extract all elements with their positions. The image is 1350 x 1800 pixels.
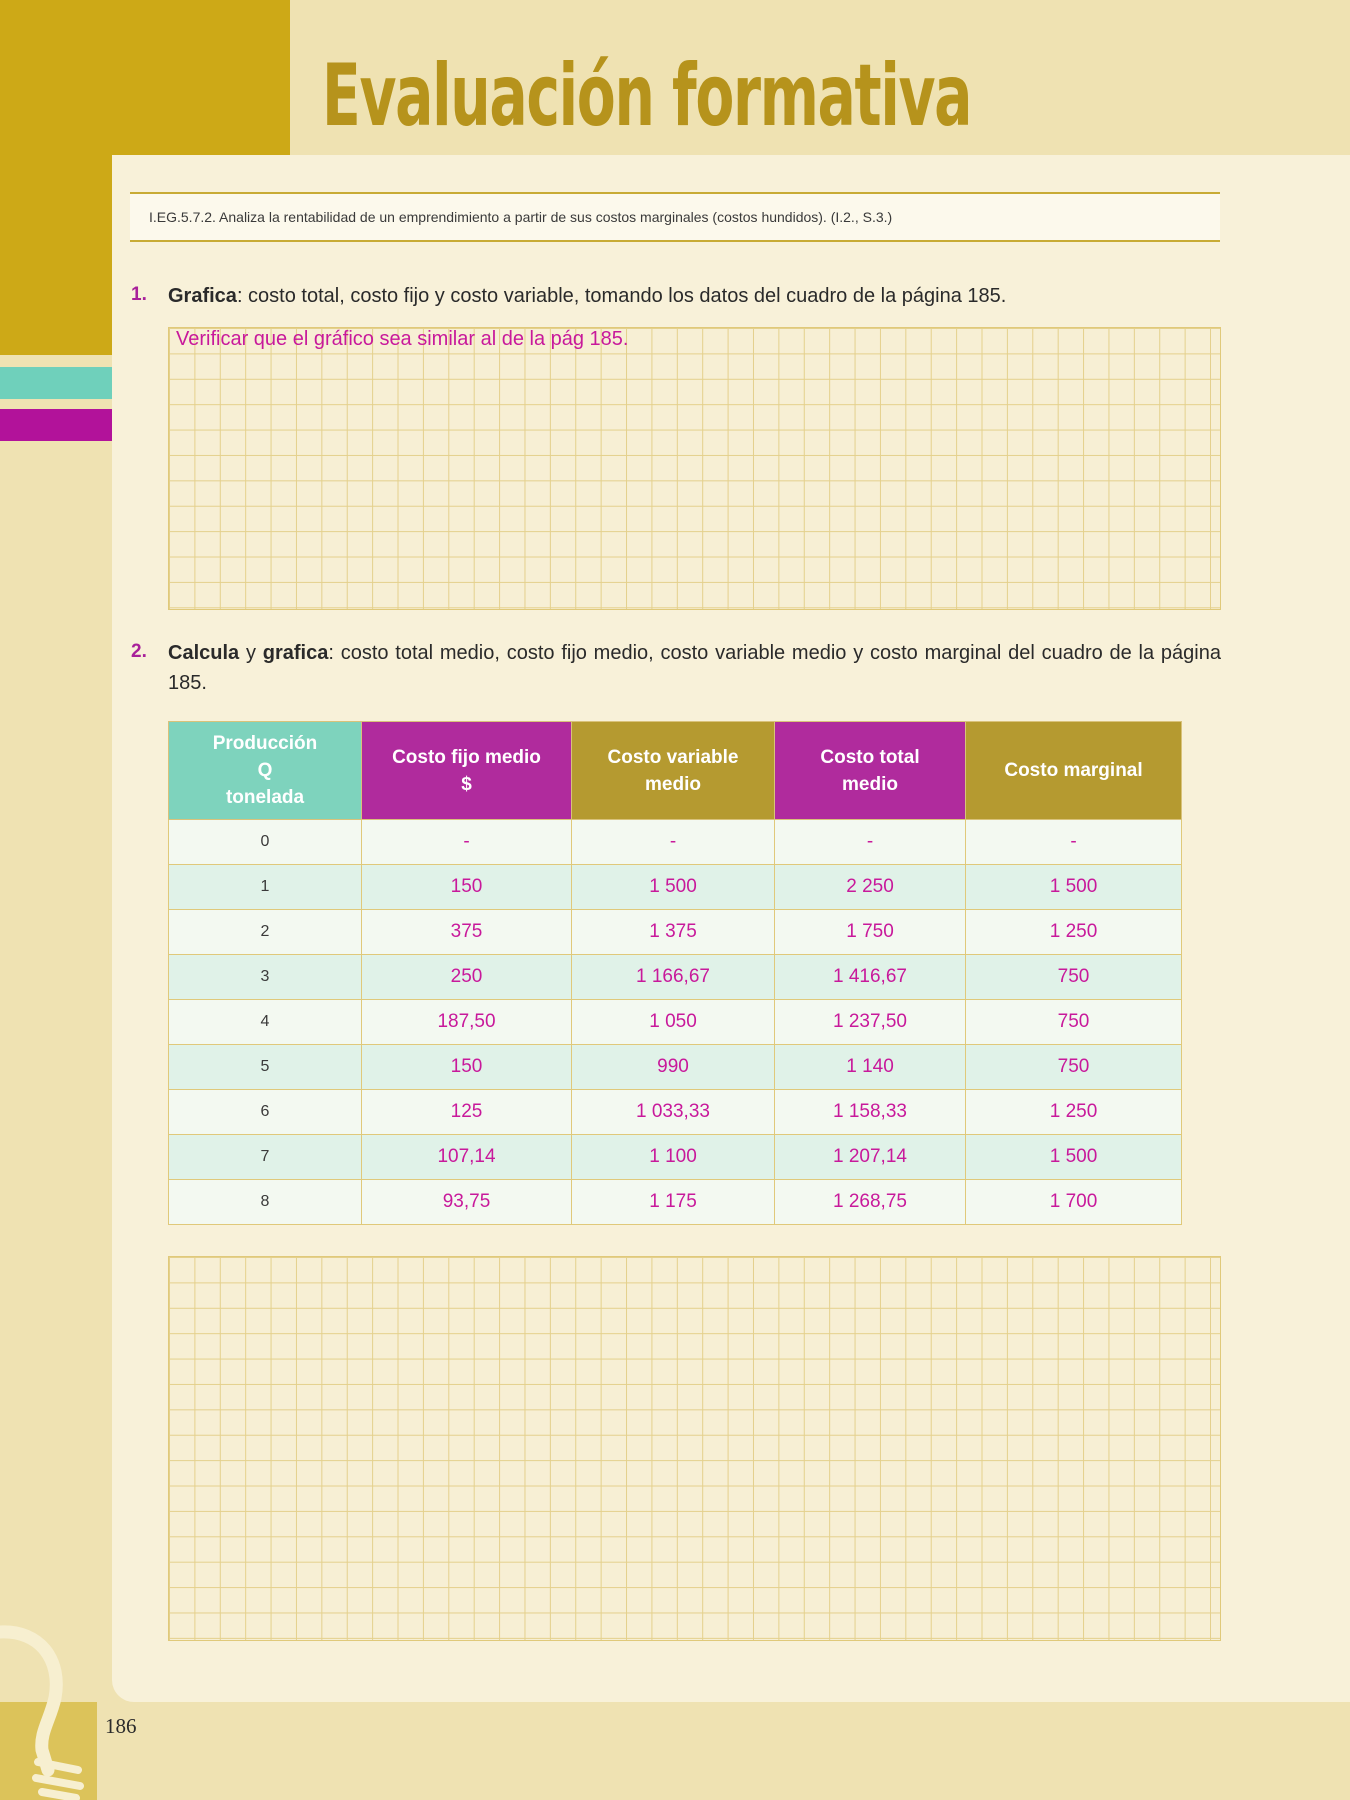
table-cell: 187,50 <box>362 1000 572 1045</box>
table-cell: 1 <box>169 865 362 910</box>
header-costo-marginal: Costo marginal <box>966 722 1182 820</box>
question-1-keyword: Grafica <box>168 285 237 307</box>
table-row <box>169 820 1182 865</box>
table-cell: 1 140 <box>775 1045 966 1090</box>
page-number: 186 <box>105 1714 137 1738</box>
question-1-body: : costo total, costo fijo y costo variable, tomando los datos del cuadro de la página 185. <box>236 285 1007 307</box>
table-cell: 1 416,67 <box>775 955 966 1000</box>
table-row <box>169 910 1182 955</box>
table-cell: 990 <box>572 1045 775 1090</box>
table-row <box>169 1045 1182 1090</box>
lightbulb-icon <box>0 1620 100 1800</box>
table-cell: 1 500 <box>966 865 1182 910</box>
table-cell: 1 500 <box>966 1135 1182 1180</box>
table-cell: - <box>362 820 572 865</box>
table-cell: 250 <box>362 955 572 1000</box>
evaluation-criterion <box>130 192 1220 242</box>
table-cell: - <box>966 820 1182 865</box>
table-cell: 1 268,75 <box>775 1180 966 1225</box>
table-cell: 8 <box>169 1180 362 1225</box>
table-cell: 1 175 <box>572 1180 775 1225</box>
table-cell: 150 <box>362 865 572 910</box>
table-row <box>169 1000 1182 1045</box>
question-2-keyword-calcula: Calcula <box>168 642 240 664</box>
table-cell: 0 <box>169 820 362 865</box>
table-row <box>169 1090 1182 1135</box>
table-cell: 125 <box>362 1090 572 1135</box>
graph-grid-2[interactable] <box>168 1256 1221 1641</box>
table-cell: 1 050 <box>572 1000 775 1045</box>
table-cell: 1 033,33 <box>572 1090 775 1135</box>
table-cell: 750 <box>966 1000 1182 1045</box>
question-2-keyword-grafica: grafica <box>262 642 329 664</box>
table-cell: - <box>572 820 775 865</box>
table-cell: - <box>775 820 966 865</box>
teal-accent-band <box>0 367 112 399</box>
criterion-text: I.EG.5.7.2. Analiza la rentabilidad de un emprendimiento a partir de sus costos marginales (costos hundidos). (I.2., S.3.) <box>149 209 893 225</box>
table-cell: 1 166,67 <box>572 955 775 1000</box>
table-cell: 1 250 <box>966 910 1182 955</box>
table-cell: 3 <box>169 955 362 1000</box>
table-cell: 750 <box>966 1045 1182 1090</box>
table-cell: 6 <box>169 1090 362 1135</box>
table-cell: 2 250 <box>775 865 966 910</box>
header-costo-total-medio: Costo total medio <box>775 722 966 820</box>
table-row <box>169 865 1182 910</box>
header-produccion: Producción Q tonelada <box>169 722 362 820</box>
table-cell: 1 158,33 <box>775 1090 966 1135</box>
header-costo-fijo-medio: Costo fijo medio $ <box>362 722 572 820</box>
table-row <box>169 955 1182 1000</box>
table-cell: 1 375 <box>572 910 775 955</box>
table-cell: 5 <box>169 1045 362 1090</box>
question-2-text <box>168 638 1221 698</box>
question-2-body: : costo total medio, costo fijo medio, costo variable medio y costo marginal del cuadro de la página 185. <box>168 642 1221 694</box>
graph-grid-1[interactable] <box>168 327 1221 610</box>
magenta-accent-band <box>0 409 112 441</box>
table-cell: 750 <box>966 955 1182 1000</box>
table-cell: 1 100 <box>572 1135 775 1180</box>
question-2-connector: y <box>239 642 263 664</box>
header-costo-variable-medio: Costo variable medio <box>572 722 775 820</box>
table-cell: 1 750 <box>775 910 966 955</box>
table-header-row <box>169 722 1182 820</box>
table-cell: 1 700 <box>966 1180 1182 1225</box>
table-cell: 1 207,14 <box>775 1135 966 1180</box>
bottom-band <box>0 1702 1350 1800</box>
table-cell: 1 250 <box>966 1090 1182 1135</box>
table-cell: 2 <box>169 910 362 955</box>
table-row <box>169 1135 1182 1180</box>
question-2-number: 2. <box>131 641 147 662</box>
question-1-number: 1. <box>131 284 147 305</box>
table-cell: 93,75 <box>362 1180 572 1225</box>
table-cell: 7 <box>169 1135 362 1180</box>
question-1-text <box>168 281 1228 311</box>
answer-note: Verificar que el gráfico sea similar al de la pág 185. <box>176 328 629 350</box>
table-cell: 1 237,50 <box>775 1000 966 1045</box>
table-cell: 1 500 <box>572 865 775 910</box>
cost-table <box>168 721 1182 1225</box>
table-cell: 375 <box>362 910 572 955</box>
table-cell: 107,14 <box>362 1135 572 1180</box>
page-title: Evaluación formativa <box>322 46 972 146</box>
table-row <box>169 1180 1182 1225</box>
table-cell: 150 <box>362 1045 572 1090</box>
table-cell: 4 <box>169 1000 362 1045</box>
